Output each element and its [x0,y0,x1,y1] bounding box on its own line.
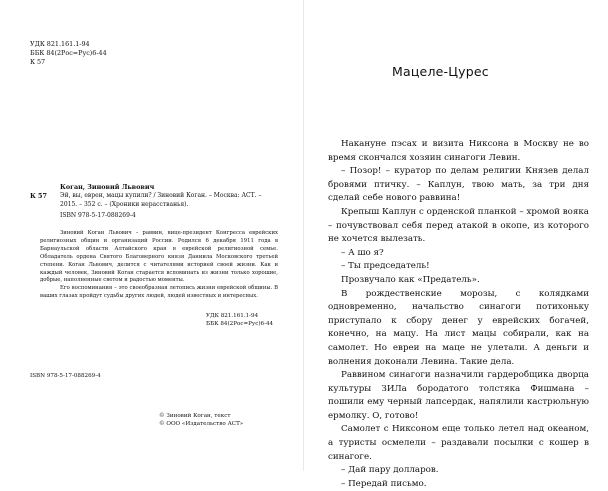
paragraph: – Ты председатель! [341,261,430,272]
copyright-line: © Зиновий Коган, текст [159,413,231,419]
paragraph: Самолет с Никсоном еще только летел над океаном, а туристы осмелели – раздавали посылки с кошер в синагоге. [328,424,589,462]
paragraph: Накануне пэсах и визита Никсона в Москву не во время скончался хозяин синагоги Левин. [328,139,589,163]
bbk-line: ББК 84(2Рос=Рус)6-44 [206,321,274,328]
bbk-line: ББК 84(2Рос=Рус)6-44 [30,48,107,57]
author-heading: Коган, Зиновий Львович [60,183,155,191]
bibliographic-description: Эй, вы, евреи, мацы купили? / Зиновий Коган. – Москва: АСТ. – 2015. – 352 с. – (Хроники нерасстванья). [60,192,262,208]
annotation [40,230,278,301]
author-mark: К 57 [30,57,46,66]
udk-block [30,40,107,67]
chapter-text [328,138,589,491]
annotation-paragraph: Его воспоминания – это своеобразная летопись жизни еврейской общины. В ваших глазах пройдут судьбы других людей, людей известных и интересных. [40,285,278,300]
paragraph: – А шо я? [341,247,384,258]
left-page [0,0,304,471]
right-page [304,0,608,489]
paragraph: – Передай письмо. [341,478,427,489]
udk-line: УДК 821.161.1-94 [206,313,259,319]
isbn-top: ISBN 978-5-17-088269-4 [60,212,136,219]
catalog-code: К 57 [30,192,47,200]
paragraph: – Дай пару долларов. [341,465,439,476]
chapter-title: Мацеле-Цурес [392,64,489,79]
paragraph: Прозвучало как «Предатель». [341,274,480,285]
udk-line: УДК 821.161.1-94 [30,40,90,48]
paragraph: – Позор! – куратор по делам религии Князев делал бровями птичку. – Каплун, твою мать, за три дня сделай себе нового раввина! [328,166,589,204]
udk-block-right [206,312,273,329]
copyright-line: © ООО «Издательство АСТ» [159,421,244,428]
paragraph: Раввином синагоги назначили гардеробщика дворца культуры ЗИЛа бородатого толстяка Фишмана – пошили ему черный лапсердак, напялили кастрюльную ермолку. О, готово! [328,370,589,421]
paragraph: Крепыш Каплун с орденской планкой – хромой вояка – почувствовал себя перед атакой в окопе, из которого не хочется вылезать. [328,206,589,245]
copyright-block [159,412,243,429]
annotation-paragraph: Зиновий Коган Львович – раввин, вице-президент Конгресса еврейских религиозных общин и организаций России. Родился 6 декабря 1911 года в Барнаульской области Алтайского края в еврейской религиозной семье. Обладатель ордена Святого Благоверного князя Даниила Московского третьей степени. Коган Львович, делится с читателями историей своей жизни. Как и каждый человек, Зиновий Коган старается вспоминать из жизни только хорошие, добрые, наполненные светом и радостью моменты. [40,230,278,284]
paragraph: В рождественские морозы, с колядками одновременно, начальство синагоги потихоньку приступало к сбору денег у еврейских богачей, конечно, на мацу. На лист мацы собирали, как на самолет. Но евреи на маце не улетали. А деньги и волнения доконали Левина. Такие дела. [328,288,589,367]
isbn-bottom: ISBN 978-5-17-088269-4 [30,373,101,379]
